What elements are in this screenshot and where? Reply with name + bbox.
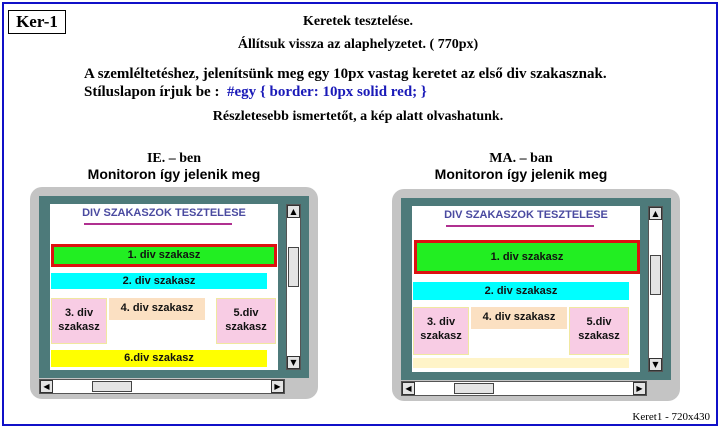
ma-page-title: DIV SZAKASZOK TESZTELESE: [444, 209, 608, 221]
scroll-left-icon[interactable]: ◀: [402, 382, 415, 395]
css-code: #egy { border: 10px solid red; }: [226, 84, 427, 100]
scroll-up-icon[interactable]: ▲: [287, 205, 300, 218]
heading-title: Keretek tesztelése.: [302, 14, 414, 29]
ma-div-1: 1. div szakasz: [414, 240, 640, 274]
scroll-right-icon[interactable]: ▶: [271, 380, 284, 393]
slide-tag: Ker-1: [8, 10, 66, 34]
ma-horizontal-scroll-thumb[interactable]: [454, 383, 494, 394]
ma-monitor: [392, 189, 680, 401]
ma-caption: MA. – ban: [489, 151, 553, 166]
ie-title-underline: [84, 223, 232, 225]
scroll-left-icon[interactable]: ◀: [40, 380, 53, 393]
ie-div-5: 5.div szakasz: [216, 298, 276, 344]
scroll-up-icon[interactable]: ▲: [649, 207, 662, 220]
ma-title-underline: [446, 225, 594, 227]
ie-horizontal-scrollbar[interactable]: [39, 379, 285, 394]
heading-instruction: A szemléltetéshez, jelenítsünk meg egy 10px vastag keretet az első div szakasznak.: [84, 66, 607, 82]
heading-more-info: Részletesebb ismertetőt, a kép alatt olvashatunk.: [212, 109, 504, 124]
ma-div-2: 2. div szakasz: [413, 282, 629, 300]
ie-div-3: 3. div szakasz: [51, 298, 107, 344]
scroll-down-icon[interactable]: ▼: [287, 356, 300, 369]
heading-reset: Állítsuk vissza az alaphelyzetet. ( 770px): [237, 37, 479, 52]
ma-div-3: 3. div szakasz: [413, 307, 469, 355]
ie-caption: IE. – ben: [146, 151, 202, 166]
ma-caption-monitor: Monitoron így jelenik meg: [434, 166, 608, 182]
heading-stylesheet: [84, 84, 427, 101]
ie-div-4: 4. div szakasz: [109, 298, 205, 320]
ie-horizontal-scroll-thumb[interactable]: [92, 381, 132, 392]
scroll-down-icon[interactable]: ▼: [649, 358, 662, 371]
ie-div-2: 2. div szakasz: [51, 273, 267, 289]
ma-vertical-scrollbar[interactable]: [648, 206, 663, 372]
ma-div-5: 5.div szakasz: [569, 307, 629, 355]
scroll-right-icon[interactable]: ▶: [633, 382, 646, 395]
footer-caption: Keret1 - 720x430: [632, 411, 710, 423]
ma-div-6-partial: [413, 358, 629, 368]
ie-vertical-scroll-thumb[interactable]: [288, 247, 299, 287]
ie-div-6: 6.div szakasz: [51, 350, 267, 367]
ie-div-1: 1. div szakasz: [51, 244, 277, 267]
stylesheet-label: Stíluslapon írjuk be :: [84, 84, 220, 100]
ma-vertical-scroll-thumb[interactable]: [650, 255, 661, 295]
ie-page-content: [50, 204, 278, 370]
ie-screen: [39, 196, 309, 378]
ie-caption-monitor: Monitoron így jelenik meg: [87, 166, 261, 182]
ie-vertical-scrollbar[interactable]: [286, 204, 301, 370]
ma-horizontal-scrollbar[interactable]: [401, 381, 647, 396]
ma-screen: [401, 198, 671, 380]
ma-div-4: 4. div szakasz: [471, 307, 567, 329]
ie-page-title: DIV SZAKASZOK TESZTELESE: [82, 207, 246, 219]
ma-page-content: [412, 206, 640, 372]
ie-monitor: [30, 187, 318, 399]
